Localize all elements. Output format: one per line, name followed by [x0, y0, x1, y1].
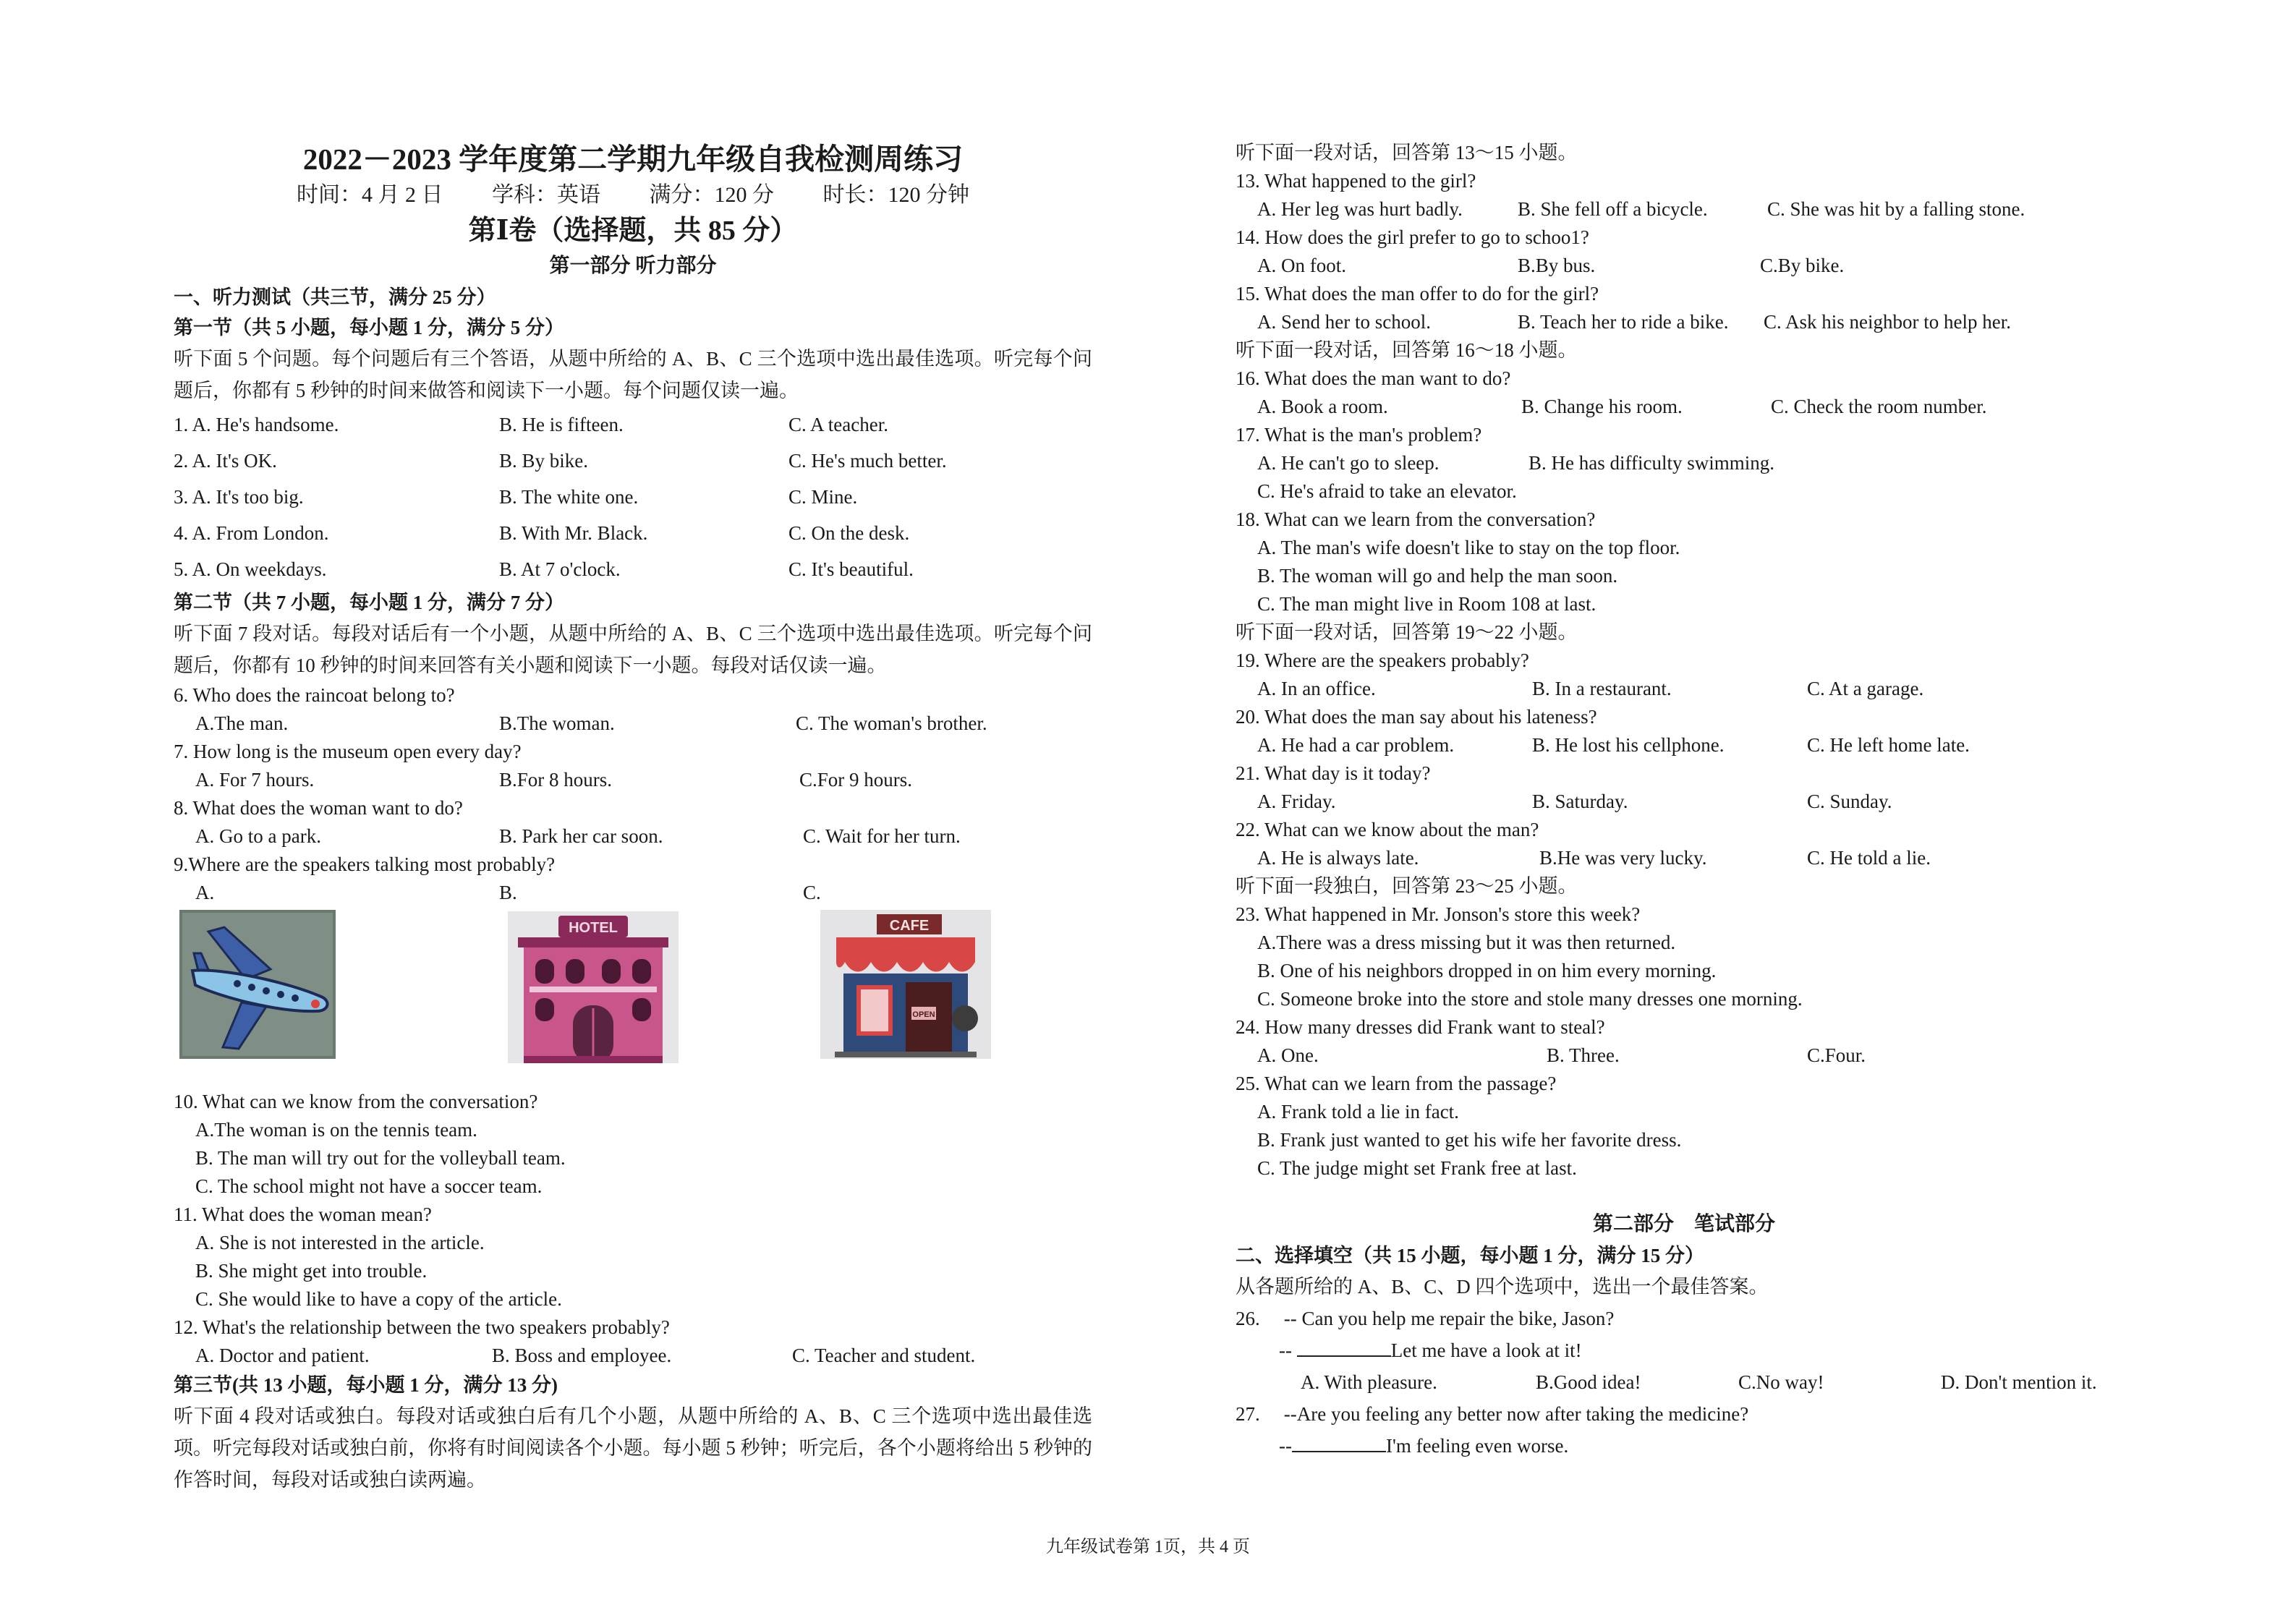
section-two-heading: 二、选择填空（共 15 小题，每小题 1 分，满分 15 分） [1236, 1245, 1704, 1266]
option-c: C.For 9 hours. [799, 769, 913, 791]
question-row [174, 551, 1092, 587]
option-a: A. For 7 hours. [195, 769, 315, 791]
option-a: A. One. [1257, 1044, 1319, 1066]
option-a: A.There was a dress missing but it was then returned. [1257, 932, 1676, 953]
option-a: A. [195, 882, 215, 903]
question-23: 23. What happened in Mr. Jonson's store this week? [1236, 903, 1641, 925]
option-b: B. Teach her to ride a bike. [1518, 311, 1729, 333]
option-c: C. A teacher. [788, 414, 888, 435]
section1-heading: 第一节（共 5 小题，每小题 1 分，满分 5 分） [174, 317, 564, 338]
option-c: C.No way! [1738, 1371, 1824, 1393]
option-b: B.For 8 hours. [499, 769, 613, 791]
option-a: A. He is always late. [1257, 847, 1419, 869]
meta-score: 满分：120 分 [649, 183, 774, 207]
question-7: 7. How long is the museum open every day? [174, 741, 522, 762]
options-21 [1236, 788, 2133, 816]
question-9-pictures [174, 907, 1092, 1088]
option-b: B. He is fifteen. [499, 414, 624, 435]
option-c: C. The woman's brother. [796, 712, 987, 734]
option-b: B. Change his room. [1521, 396, 1683, 417]
option-b: B. By bike. [499, 450, 589, 472]
option-b: B. He has difficulty swimming. [1528, 452, 1774, 474]
option-a: A. With pleasure. [1301, 1371, 1437, 1393]
section3-instructions: 听下面 4 段对话或独白。每段对话或独白后有几个小题，从题中所给的 A、B、C 三个选项中选出最佳选项。听完每段对话或独白前，你将有时间阅读各个小题。每小题 5 秒钟；听完后，各个小题将给出 5 秒钟的作答时间，每段对话或独白读两遍。 [174, 1405, 1092, 1491]
option-c: C.Four. [1807, 1044, 1866, 1066]
option-a: A. Send her to school. [1257, 311, 1431, 333]
answer-line-26 [1236, 1334, 2133, 1366]
question-9: 9.Where are the speakers talking most probably? [174, 853, 556, 875]
question-row [174, 406, 1092, 443]
option-c: C. He's afraid to take an elevator. [1257, 480, 1517, 502]
options-8 [174, 822, 1092, 851]
question-16: 16. What does the man want to do? [1236, 367, 1511, 389]
group-intro: 听下面一段对话，回答第 19～22 小题。 [1236, 621, 1578, 643]
option-c: C. Wait for her turn. [803, 825, 961, 847]
exam-meta [174, 179, 1092, 211]
options-13 [1236, 195, 2133, 223]
option-b: B.Good idea! [1536, 1371, 1641, 1393]
option-c: C.By bike. [1760, 255, 1845, 276]
cafe-sign: CAFE [889, 918, 930, 934]
option-b: B. The white one. [499, 486, 639, 508]
option-b: B. In a restaurant. [1532, 678, 1672, 699]
question-number: 26. [1236, 1308, 1260, 1329]
options-14 [1236, 252, 2133, 280]
option-b: B. The man will try out for the volleyball team. [195, 1147, 566, 1169]
option-a: A.The woman is on the tennis team. [195, 1119, 477, 1141]
option-b: B. He lost his cellphone. [1532, 734, 1725, 756]
option-b: B.He was very lucky. [1539, 847, 1707, 869]
option-c: C. He's much better. [788, 450, 947, 472]
option-a: A. Book a room. [1257, 396, 1388, 417]
question-25: 25. What can we learn from the passage? [1236, 1073, 1557, 1094]
options-17 [1236, 449, 2133, 477]
option-c: C. On the desk. [788, 522, 910, 544]
question-row [174, 515, 1092, 551]
option-c: C. He left home late. [1807, 734, 1970, 756]
option-d: D. Don't mention it. [1941, 1371, 2097, 1393]
question-15: 15. What does the man offer to do for the girl? [1236, 283, 1599, 304]
right-column [1236, 139, 2133, 1462]
meta-subject: 学科：英语 [492, 183, 600, 207]
section3-heading: 第三节(共 13 小题，每小题 1 分，满分 13 分) [174, 1374, 558, 1396]
option-c: C. Someone broke into the store and stole many dresses one morning. [1257, 988, 1803, 1010]
option-a: A. Frank told a lie in fact. [1257, 1101, 1459, 1123]
option-b: B. Frank just wanted to get his wife her favorite dress. [1257, 1129, 1682, 1151]
options-20 [1236, 731, 2133, 759]
options-19 [1236, 675, 2133, 703]
option-b: B. Three. [1547, 1044, 1620, 1066]
option-b: B. One of his neighbors dropped in on him every morning. [1257, 960, 1717, 981]
question-18: 18. What can we learn from the conversation? [1236, 508, 1596, 530]
option-a: A.The man. [195, 712, 289, 734]
section1-instructions: 听下面 5 个问题。每个问题后有三个答语，从题中所给的 A、B、C 三个选项中选出最佳选项。听完每个问题后，你都有 5 秒钟的时间来做答和阅读下一小题。每个问题仅读一遍。 [174, 348, 1092, 401]
option-c: C. [803, 882, 821, 903]
question-14: 14. How does the girl prefer to go to schoo1? [1236, 226, 1589, 248]
hotel-sign: HOTEL [569, 920, 618, 936]
options-22 [1236, 844, 2133, 872]
option-b: B. She fell off a bicycle. [1518, 198, 1708, 220]
question-13: 13. What happened to the girl? [1236, 170, 1476, 192]
group-intro: 听下面一段独白，回答第 23～25 小题。 [1236, 875, 1578, 897]
option-a: A. Friday. [1257, 791, 1336, 812]
part-two-heading: 第二部分 笔试部分 [1592, 1213, 1775, 1235]
option-b: B. At 7 o'clock. [499, 558, 621, 580]
option-b: B. Park her car soon. [499, 825, 663, 847]
question-10: 10. What can we know from the conversation? [174, 1091, 538, 1112]
options-16 [1236, 393, 2133, 421]
option-c: C. It's beautiful. [788, 558, 914, 580]
question-11: 11. What does the woman mean? [174, 1204, 432, 1225]
option-a: A. She is not interested in the article. [195, 1232, 485, 1253]
option-b: B. With Mr. Black. [499, 522, 648, 544]
dialog-dash: -- [1279, 1339, 1297, 1361]
options-6 [174, 710, 1092, 738]
part-one-heading: 第一部分 听力部分 [549, 255, 717, 277]
options-12 [174, 1342, 1092, 1370]
option-b: B.The woman. [499, 712, 615, 734]
option-c: C. Mine. [788, 486, 858, 508]
option-c: C. She was hit by a falling stone. [1767, 198, 2025, 220]
dialog-text: I'm feeling even worse. [1385, 1435, 1569, 1457]
answer-blank[interactable] [1297, 1337, 1391, 1357]
question-19: 19. Where are the speakers probably? [1236, 649, 1529, 671]
option-a: A. On foot. [1257, 255, 1346, 276]
option-b: B.By bus. [1518, 255, 1596, 276]
airplane-icon [179, 910, 336, 1059]
question-27 [1236, 1398, 2133, 1430]
option-a: A. Doctor and patient. [195, 1345, 370, 1366]
group-intro: 听下面一段对话，回答第 13～15 小题。 [1236, 142, 1578, 163]
option-a: A. Go to a park. [195, 825, 321, 847]
meta-time: 时间：4 月 2 日 [297, 183, 443, 207]
option-b: B. Saturday. [1532, 791, 1628, 812]
question-row [174, 443, 1092, 479]
hotel-icon [508, 911, 679, 1063]
answer-line-27 [1236, 1430, 2133, 1462]
left-column [174, 139, 1092, 1496]
question-text: --Are you feeling any better now after taking the medicine? [1283, 1403, 1749, 1425]
question-21: 21. What day is it today? [1236, 762, 1431, 784]
option-c: C. The man might live in Room 108 at last. [1257, 593, 1596, 615]
question-17: 17. What is the man's problem? [1236, 424, 1482, 446]
options-7 [174, 766, 1092, 794]
option-c: C. Sunday. [1807, 791, 1892, 812]
option-a: 5. A. On weekdays. [174, 558, 327, 580]
group-intro: 听下面一段对话，回答第 16～18 小题。 [1236, 339, 1578, 361]
option-c: C. At a garage. [1807, 678, 1924, 699]
options-26 [1236, 1366, 2133, 1398]
dialog-dash: -- [1279, 1435, 1292, 1457]
section2-instructions: 听下面 7 段对话。每段对话后有一个小题，从题中所给的 A、B、C 三个选项中选出最佳选项。听完每个问题后，你都有 10 秒钟的时间来回答有关小题和阅读下一小题。每段对话仅读一遍。 [174, 623, 1092, 676]
option-a: A. He had a car problem. [1257, 734, 1455, 756]
option-a: A. Her leg was hurt badly. [1257, 198, 1463, 220]
volume-heading: 第Ⅰ卷（选择题，共 85 分） [468, 216, 798, 246]
option-c: C. She would like to have a copy of the article. [195, 1288, 562, 1310]
cafe-icon [820, 910, 991, 1059]
question-text: -- Can you help me repair the bike, Jason? [1283, 1308, 1615, 1329]
open-sign: OPEN [912, 1010, 935, 1019]
question-12: 12. What's the relationship between the two speakers probably? [174, 1316, 670, 1338]
meta-duration: 时长：120 分钟 [822, 183, 969, 207]
answer-blank[interactable] [1292, 1432, 1386, 1452]
option-a: A. The man's wife doesn't like to stay on the top floor. [1257, 537, 1680, 558]
dialog-text: Let me have a look at it! [1390, 1339, 1582, 1361]
options-24 [1236, 1041, 2133, 1070]
option-b: B. The woman will go and help the man soon. [1257, 565, 1618, 587]
option-b: B. Boss and employee. [492, 1345, 672, 1366]
question-20: 20. What does the man say about his lateness? [1236, 706, 1597, 728]
question-22: 22. What can we know about the man? [1236, 819, 1539, 840]
question-6: 6. Who does the raincoat belong to? [174, 684, 455, 706]
option-c: C. Teacher and student. [792, 1345, 976, 1366]
options-15 [1236, 308, 2133, 336]
option-a: A. He can't go to sleep. [1257, 452, 1440, 474]
section-two-instructions: 从各题所给的 A、B、C、D 四个选项中，选出一个最佳答案。 [1236, 1276, 1769, 1298]
question-24: 24. How many dresses did Frank want to steal? [1236, 1016, 1605, 1038]
page-footer: 九年级试卷第 1页，共 4 页 [1046, 1538, 1250, 1556]
question-8: 8. What does the woman want to do? [174, 797, 463, 819]
option-a: A. In an office. [1257, 678, 1376, 699]
option-b: B. [499, 882, 517, 903]
options-9 [174, 879, 1092, 907]
option-a: 2. A. It's OK. [174, 450, 277, 472]
question-row [174, 479, 1092, 515]
option-c: C. He told a lie. [1807, 847, 1931, 869]
option-a: 4. A. From London. [174, 522, 329, 544]
option-c: C. Check the room number. [1771, 396, 1987, 417]
option-a: 3. A. It's too big. [174, 486, 304, 508]
option-b: B. She might get into trouble. [195, 1260, 428, 1282]
option-c: C. The judge might set Frank free at last. [1257, 1157, 1577, 1179]
question-26 [1236, 1303, 2133, 1334]
option-a: 1. A. He's handsome. [174, 414, 339, 435]
listening-heading: 一、听力测试（共三节，满分 25 分） [174, 286, 496, 308]
option-c: C. The school might not have a soccer team. [195, 1175, 543, 1197]
option-c: C. Ask his neighbor to help her. [1764, 311, 2011, 333]
page-title: 2022－2023 学年度第二学期九年级自我检测周练习 [302, 142, 964, 176]
section2-heading: 第二节（共 7 小题，每小题 1 分，满分 7 分） [174, 592, 564, 613]
question-number: 27. [1236, 1403, 1260, 1425]
